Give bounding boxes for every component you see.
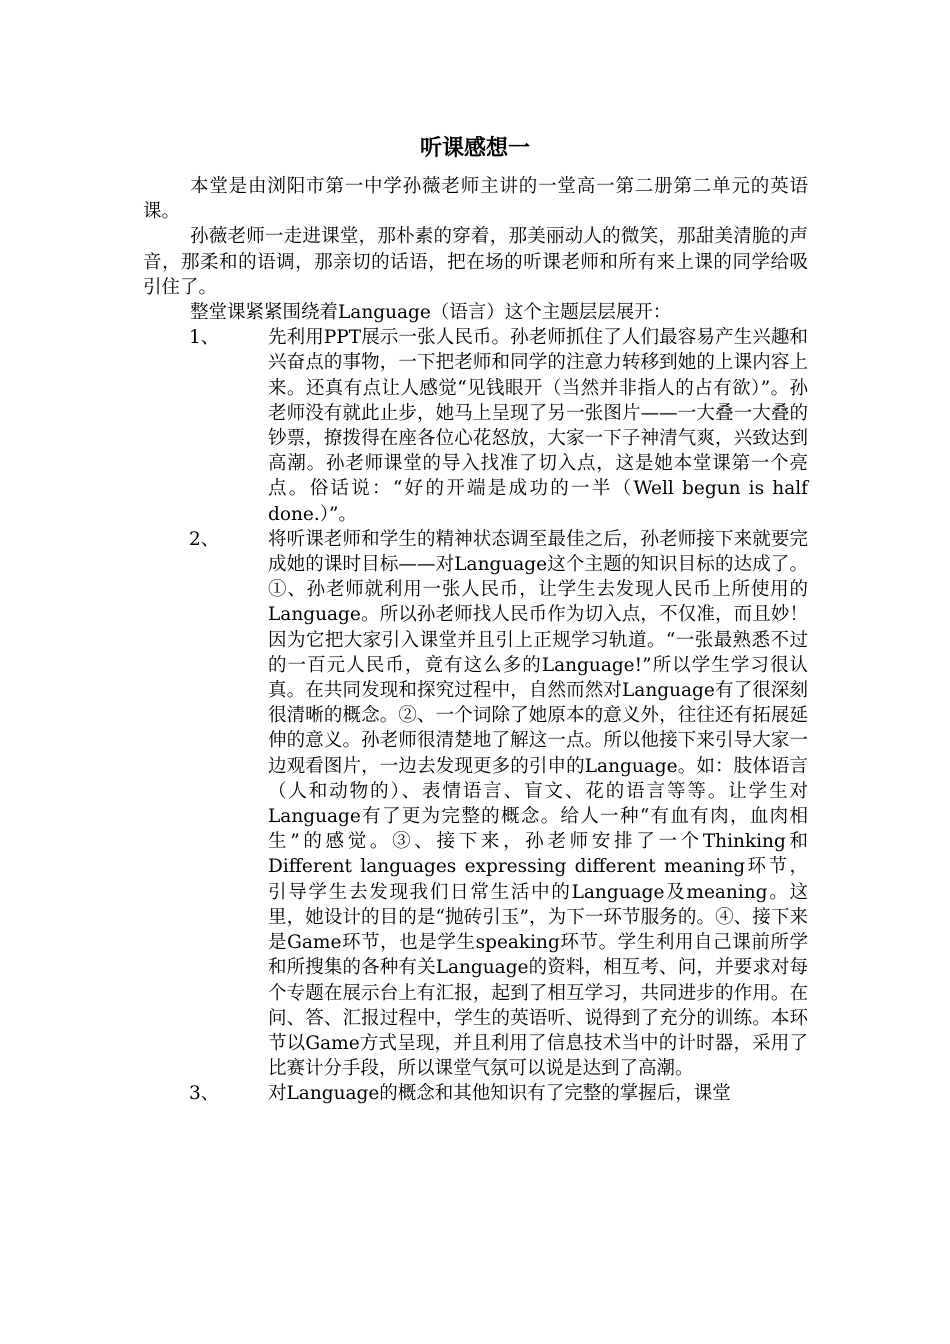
list-number: 2、 <box>189 528 220 550</box>
document-body <box>143 174 808 1107</box>
list-item-1 <box>143 325 808 527</box>
paragraph-intro: 本堂是由浏阳市第一中学孙薇老师主讲的一堂高一第二册第二单元的英语课。 <box>143 176 808 223</box>
list-item-text: 对Language的概念和其他知识有了完整的掌握后，课堂 <box>268 1083 731 1105</box>
document-title: 听课感想一 <box>419 136 530 161</box>
list-item-3 <box>143 1081 808 1106</box>
paragraph-theme: 整堂课紧紧围绕着Language（语言）这个主题层层展开： <box>190 302 672 324</box>
list-item-text: 先利用PPT展示一张人民币。孙老师抓住了人们最容易产生兴趣和兴奋点的事物，一下把老师和同学的注意力转移到她的上课内容上来。还真有点让人感觉“见钱眼开（当然并非指人的占有欲）”。孙老师没有就此止步，她马上呈现了另一张图片——一大叠一大叠的钞票，撩拨得在座各位心花怒放，大家一下子神清气爽，兴致达到高潮。孙老师课堂的导入找准了切入点，这是她本堂课第一个亮点。俗话说：“好的开端是成功的一半（Well begun is half done.）”。 <box>268 327 808 525</box>
list-item-text: 将听课老师和学生的精神状态调至最佳之后，孙老师接下来就要完成她的课时目标——对Language这个主题的知识目标的达成了。①、孙老师就利用一张人民币，让学生去发现人民币上所使用的Language。所以孙老师找人民币作为切入点，不仅准，而且妙！因为它把大家引入课堂并且引上正规学习轨道。“一张最熟悉不过的一百元人民币，竟有这么多的Language!”所以学生学习很认真。在共同发现和探究过程中，自然而然对Language有了很深刻很清晰的概念。②、一个词除了她原本的意义外，往往还有拓展延伸的意义。孙老师很清楚地了解这一点。所以他接下来引导大家一边观看图片，一边去发现更多的引申的Language。如：肢体语言（人和动物的）、表情语言、盲文、花的语言等等。让学生对Language有了更为完整的概念。给人一种“有血有肉，血肉相生”的感觉。③、接下来，孙老师安排了一个Thinking和Different languages expressing different meaning环节，引导学生去发现我们日常生活中的Language及meaning。这里，她设计的目的是“抛砖引玉”，为下一环节服务的。④、接下来是Game环节，也是学生speaking环节。学生利用自己课前所学和所搜集的各种有关Language的资料，相互考、问，并要求对每个专题在展示台上有汇报，起到了相互学习，共同进步的作用。在问、答、汇报过程中，学生的英语听、说得到了充分的训练。本环节以Game方式呈现，并且利用了信息技术当中的计时器，采用了比赛计分手段，所以课堂气氛可以说是达到了高潮。 <box>268 528 808 1080</box>
paragraph-teacher: 孙薇老师一走进课堂，那朴素的穿着，那美丽动人的微笑，那甜美清脆的声音，那柔和的语调，那亲切的话语，把在场的听课老师和所有来上课的同学给吸引住了。 <box>143 226 808 298</box>
list-item-2 <box>143 527 808 1081</box>
list-number: 3、 <box>189 1083 220 1105</box>
list-number: 1、 <box>189 327 220 349</box>
